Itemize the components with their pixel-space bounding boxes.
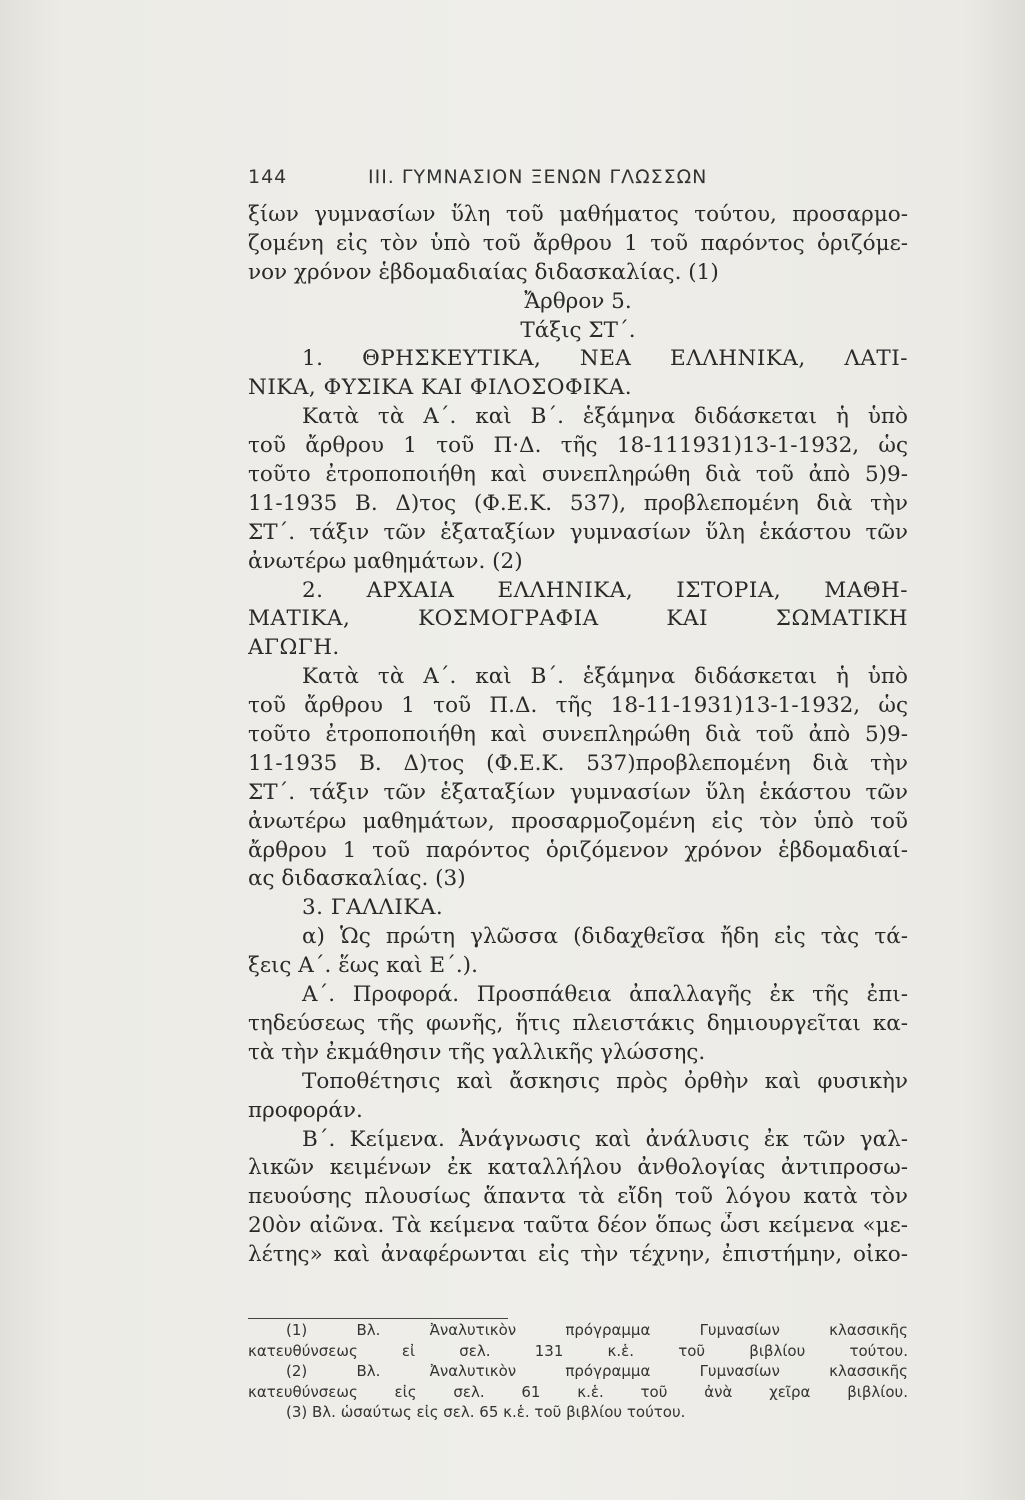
text-line: 11-1935 Β. Δ)τος (Φ.Ε.Κ. 537)προβλεπομένη διὰ τὴν xyxy=(248,750,908,776)
footnote-line: κατευθύνσεως εἰς σελ. 61 κ.ἑ. τοῦ ἀνὰ χεῖρα βιβλίου. xyxy=(248,1382,908,1401)
footnote-line: κατευθύνσεως εἰ σελ. 131 κ.ἑ. τοῦ βιβλίου τούτου. xyxy=(248,1341,908,1360)
text-line: προφοράν. xyxy=(248,1097,363,1123)
section-heading: ΜΑΤΙΚΑ, ΚΟΣΜΟΓΡΑΦΙΑ ΚΑΙ ΣΩΜΑΤΙΚΗ xyxy=(248,606,908,632)
text-line: λικῶν κειμένων ἐκ καταλλήλου ἀνθολογίας ἀντιπροσω- xyxy=(248,1155,908,1181)
text-line: ΣΤ΄. τάξιν τῶν ἑξαταξίων γυμνασίων ὕλη ἑκάστου τῶν xyxy=(248,519,908,545)
footnote-line: (1) Βλ. Ἀναλυτικὸν πρόγραμμα Γυμνασίων κλασσικῆς xyxy=(286,1321,908,1339)
text-line: Κατὰ τὰ Α΄. καὶ Β΄. ἑξάμηνα διδάσκεται ἡ ὑπὸ xyxy=(302,664,908,690)
text-line: λέτης» καὶ ἀναφέρωνται εἰς τὴν τέχνην, ἐπιστήμην, οἰκο- xyxy=(248,1242,908,1268)
text-line: ας διδασκαλίας. (3) xyxy=(248,866,466,892)
section-heading: ΝΙΚΑ, ΦΥΣΙΚΑ ΚΑΙ ΦΙΛΟΣΟΦΙΚΑ. xyxy=(248,375,633,401)
text-line: τοῦτο ἐτροποποιήθη καὶ συνεπληρώθη διὰ τοῦ ἀπὸ 5)9- xyxy=(248,462,908,488)
text-line: 20ὸν αἰῶνα. Τὰ κείμενα ταῦτα δέον ὅπως ὦσι κείμενα «με- xyxy=(248,1213,908,1239)
main-text xyxy=(248,201,908,1270)
section-heading: ΑΓΩΓΗ. xyxy=(248,635,340,661)
text-line: τοῦτο ἐτροποποιήθη καὶ συνεπληρώθη διὰ τοῦ ἀπὸ 5)9- xyxy=(248,722,908,748)
text-line: Β΄. Κείμενα. Ἀνάγνωσις καὶ ἀνάλυσις ἐκ τῶν γαλ- xyxy=(302,1126,908,1152)
text-line: τηδεύσεως τῆς φωνῆς, ἥτις πλειστάκις δημιουργεῖται κα- xyxy=(248,1010,908,1036)
footnote-line: (2) Βλ. Ἀναλυτικὸν πρόγραμμα Γυμνασίων κλασσικῆς xyxy=(286,1362,908,1380)
text-line: ἀνωτέρω μαθημάτων. (2) xyxy=(248,548,523,574)
text-line: τοῦ ἄρθρου 1 τοῦ Π·Δ. τῆς 18-111931)13-1-1932, ὡς xyxy=(248,433,908,459)
text-line: ξίων γυμνασίων ὕλη τοῦ μαθήματος τούτου, προσαρμο- xyxy=(248,202,908,227)
text-line: ἄρθρου 1 τοῦ παρόντος ὁριζόμενον χρόνον ἑβδομαδιαί- xyxy=(248,837,908,863)
text-line: ζομένη εἰς τὸν ὑπὸ τοῦ ἄρθρου 1 τοῦ παρόντος ὁριζόμε- xyxy=(248,230,908,256)
text-line: Κατὰ τὰ Α΄. καὶ Β΄. ἑξάμηνα διδάσκεται ἡ ὑπὸ xyxy=(302,404,908,430)
text-line: Τοποθέτησις καὶ ἄσκησις πρὸς ὀρθὴν καὶ φυσικὴν xyxy=(302,1068,908,1094)
text-line: τοῦ ἄρθρου 1 τοῦ Π.Δ. τῆς 18-11-1931)13-1-1932, ὡς xyxy=(248,693,908,719)
text-line: ΣΤ΄. τάξιν τῶν ἑξαταξίων γυμνασίων ὕλη ἑκάστου τῶν xyxy=(248,779,908,805)
text-line: Α΄. Προφορά. Προσπάθεια ἀπαλλαγῆς ἐκ τῆς ἐπι- xyxy=(302,982,908,1008)
class-heading: Τάξις ΣΤ΄. xyxy=(520,317,636,343)
text-line: ἀνωτέρω μαθημάτων, προσαρμοζομένη εἰς τὸν ὑπὸ τοῦ xyxy=(248,808,908,834)
footnotes xyxy=(248,1320,908,1423)
section-heading: 1. ΘΡΗΣΚΕΥΤΙΚΑ, ΝΕΑ ΕΛΛΗΝΙΚΑ, ΛΑΤΙ- xyxy=(302,346,908,372)
footnote-rule xyxy=(248,1318,508,1319)
text-line: τὰ τὴν ἐκμάθησιν τῆς γαλλικῆς γλώσσης. xyxy=(248,1039,706,1065)
section-heading: 3. ΓΑΛΛΙΚΑ. xyxy=(302,895,444,921)
page-number: 144 xyxy=(248,166,288,188)
text-line: 11-1935 Β. Δ)τος (Φ.Ε.Κ. 537), προβλεπομένη διὰ τὴν xyxy=(248,490,908,516)
running-head: ΙΙΙ. ΓΥΜΝΑΣΙΟΝ ΞΕΝΩΝ ΓΛΩΣΣΩΝ xyxy=(368,166,708,188)
section-heading: 2. ΑΡΧΑΙΑ ΕΛΛΗΝΙΚΑ, ΙΣΤΟΡΙΑ, ΜΑΘΗ- xyxy=(302,577,908,603)
footnote-line: (3) Βλ. ὡσαύτως εἰς σελ. 65 κ.ἑ. τοῦ βιβλίου τούτου. xyxy=(286,1403,686,1421)
page-header xyxy=(248,162,908,198)
text-line: πευούσης πλουσίως ἅπαντα τὰ εἴδη τοῦ λόγου κατὰ τὸν xyxy=(248,1184,908,1210)
text-line: α) Ὡς πρώτη γλῶσσα (διδαχθεῖσα ἤδη εἰς τὰς τά- xyxy=(302,924,908,950)
text-line: ξεις Α΄. ἕως καὶ Ε΄.). xyxy=(248,953,478,979)
article-heading: Ἄρθρον 5. xyxy=(524,288,632,314)
text-line: νον χρόνον ἑβδομαδιαίας διδασκαλίας. (1) xyxy=(248,259,719,285)
